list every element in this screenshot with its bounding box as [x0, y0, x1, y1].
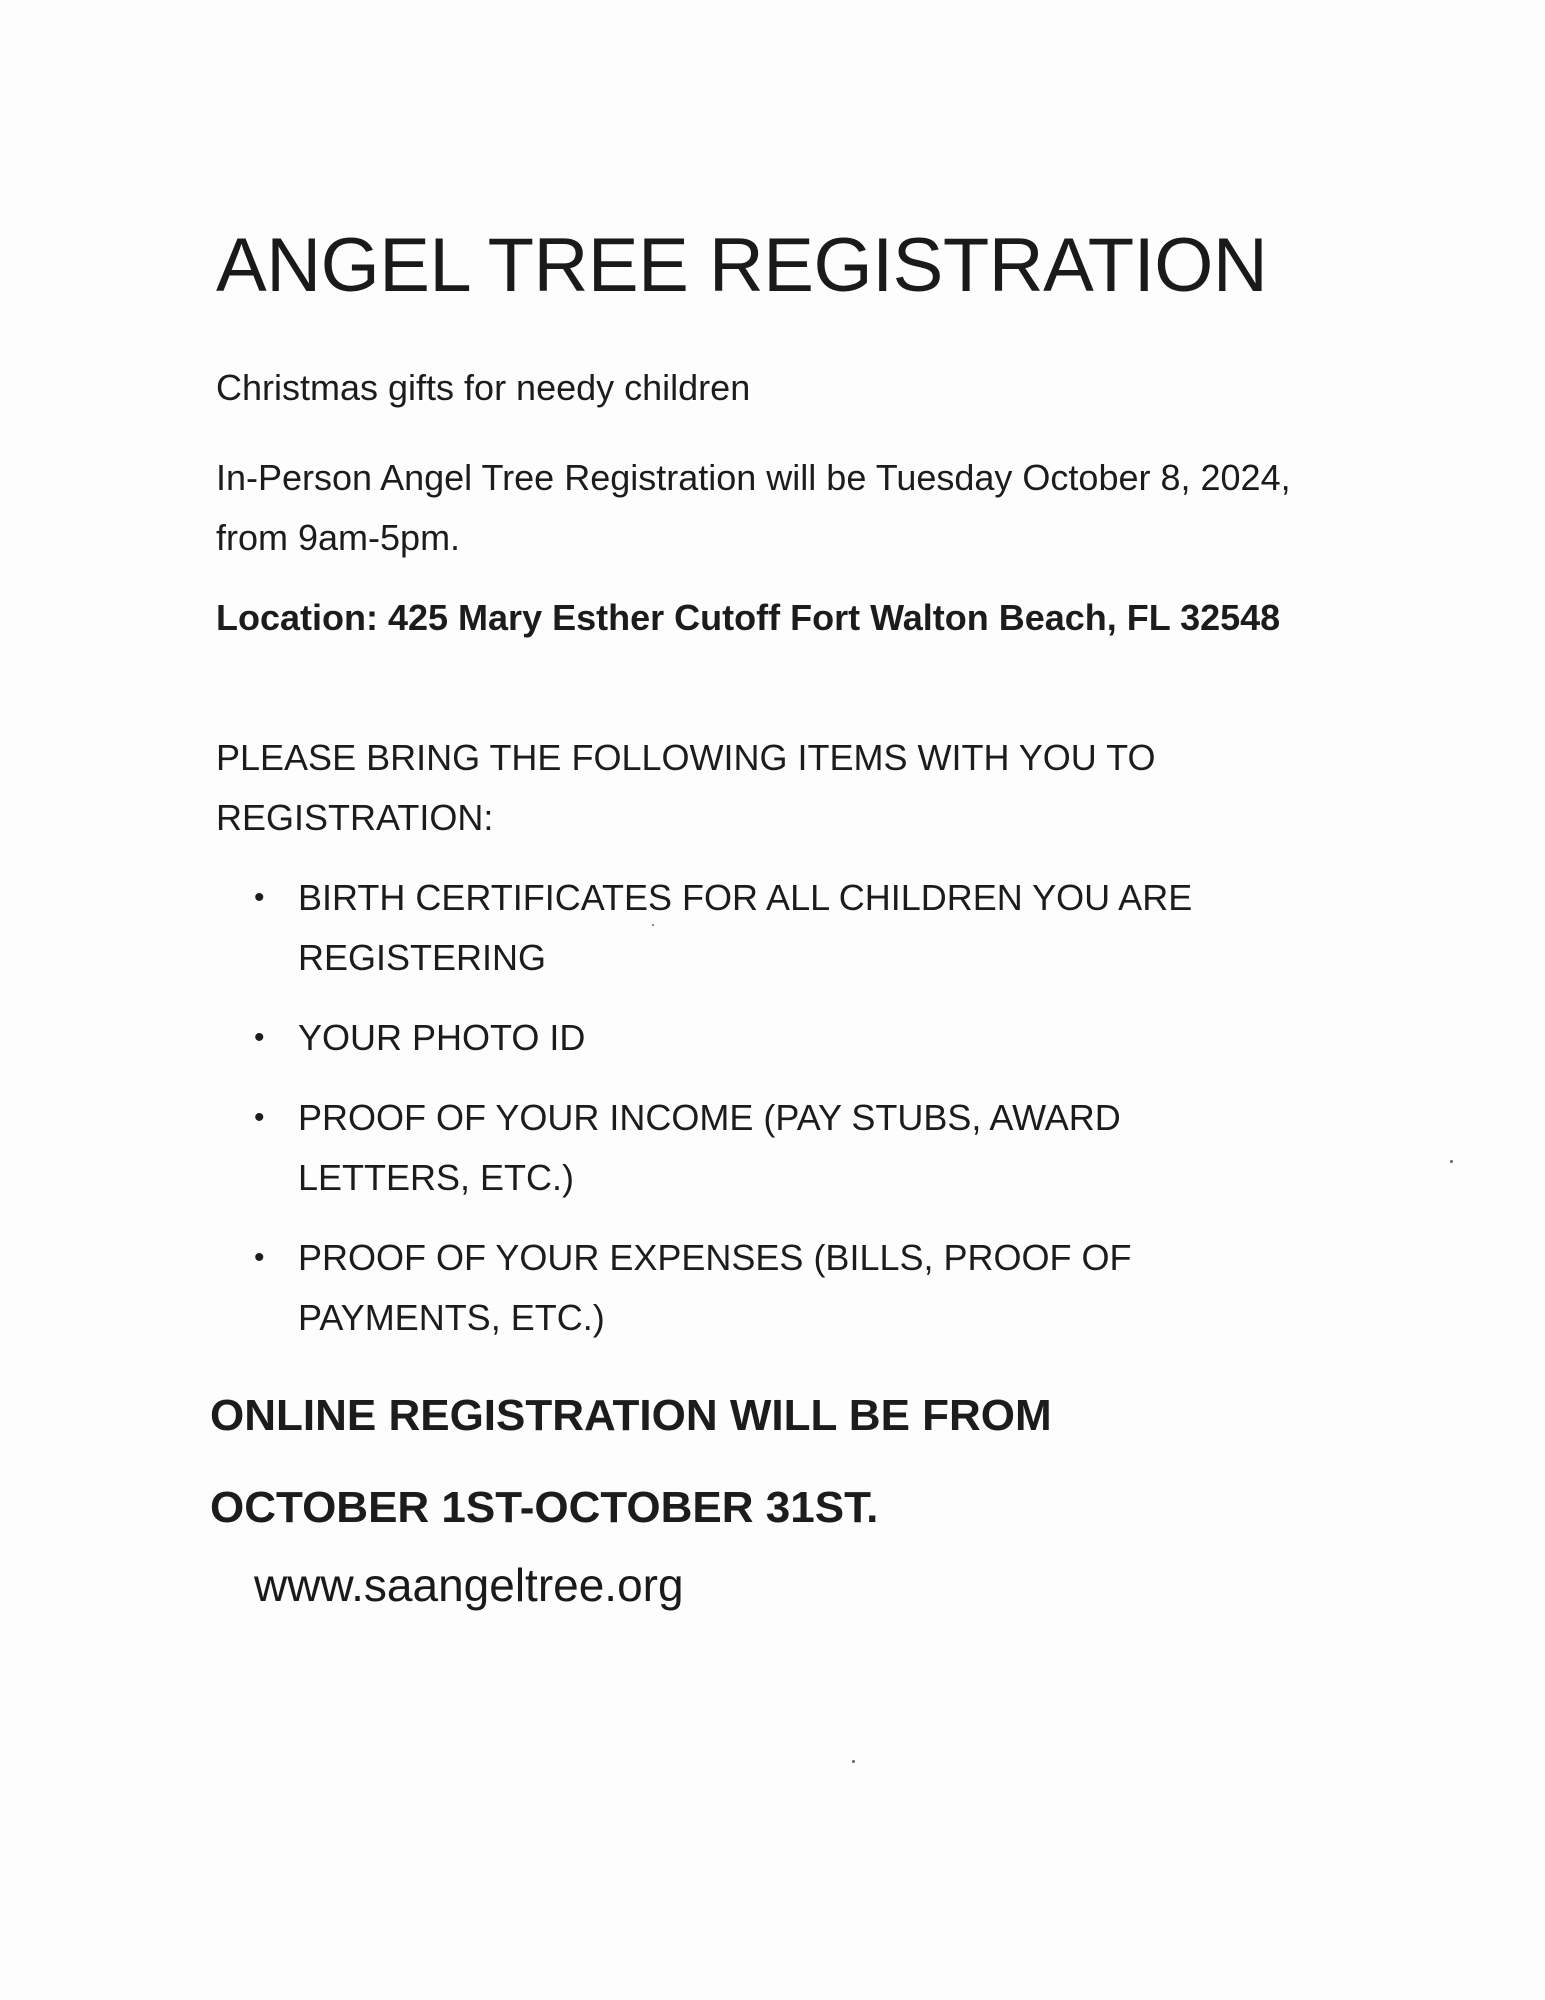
list-item — [250, 1008, 1250, 1068]
online-registration-line-1: ONLINE REGISTRATION WILL BE FROM — [210, 1391, 1052, 1440]
in-person-registration-text: In-Person Angel Tree Registration will be Tuesday October 8, 2024, from 9am-5pm. — [216, 457, 1291, 558]
list-item-text: YOUR PHOTO ID — [298, 1017, 586, 1058]
list-item-text: PROOF OF YOUR EXPENSES (BILLS, PROOF OF PAYMENTS, ETC.) — [298, 1237, 1132, 1338]
list-item — [250, 1088, 1250, 1208]
required-items-list — [250, 868, 1250, 1368]
website-link[interactable]: www.saangeltree.org — [254, 1559, 684, 1611]
flyer-title: ANGEL TREE REGISTRATION — [216, 223, 1268, 308]
scan-speck — [852, 1760, 855, 1763]
online-registration-notice — [210, 1370, 1310, 1554]
scan-speck — [1450, 1160, 1453, 1163]
list-item-text: PROOF OF YOUR INCOME (PAY STUBS, AWARD LETTERS, ETC.) — [298, 1097, 1121, 1198]
bullet-icon: • — [254, 881, 265, 914]
bullet-icon: • — [254, 1241, 265, 1274]
bullet-icon: • — [254, 1101, 265, 1134]
list-item — [250, 868, 1250, 988]
list-item — [250, 1228, 1250, 1348]
bullet-icon: • — [254, 1021, 265, 1054]
online-registration-line-2: OCTOBER 1ST-OCTOBER 31ST. — [210, 1483, 879, 1532]
bring-items-heading: PLEASE BRING THE FOLLOWING ITEMS WITH YOU TO REGISTRATION: — [216, 737, 1156, 838]
scan-speck — [652, 924, 654, 926]
flyer-subtitle: Christmas gifts for needy children — [216, 367, 751, 408]
list-item-text: BIRTH CERTIFICATES FOR ALL CHILDREN YOU ARE REGISTERING — [298, 877, 1193, 978]
location-text: Location: 425 Mary Esther Cutoff Fort Walton Beach, FL 32548 — [216, 597, 1281, 638]
